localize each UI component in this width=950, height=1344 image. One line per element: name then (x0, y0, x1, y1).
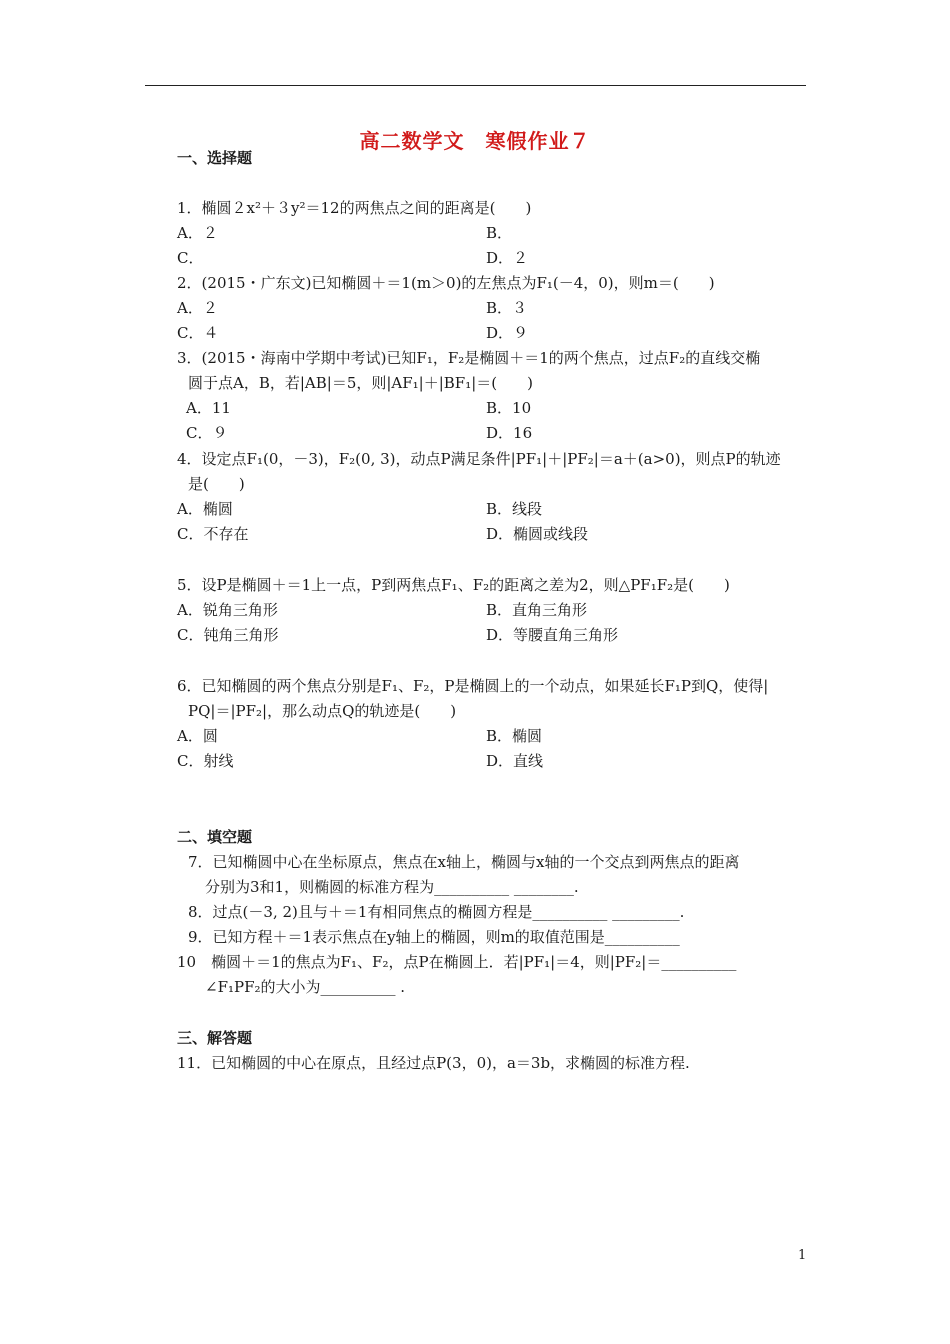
section-heading-answer: 三、解答题 (177, 1029, 253, 1047)
section-heading-fill: 二、填空题 (177, 828, 253, 846)
question-6-stem-line2: PQ|＝|PF₂|，那么动点Q的轨迹是( ) (188, 702, 457, 720)
section-heading-choice: 一、选择题 (177, 149, 253, 167)
question-4-option-a: A．椭圆 (177, 500, 233, 518)
question-7-line2: 分别为3和1，则椭圆的标准方程为__________ ________. (205, 878, 579, 896)
question-3-stem-line1: 3．(2015・海南中学期中考试)已知F₁，F₂是椭圆＋＝1的两个焦点，过点F₂的直线交椭 (177, 349, 761, 367)
question-6-option-d: D．直线 (486, 752, 544, 770)
question-5-option-d: D．等腰直角三角形 (486, 626, 619, 644)
question-6-option-a: A．圆 (177, 727, 218, 745)
question-2-option-a: A．２ (177, 299, 218, 317)
question-11: 11．已知椭圆的中心在原点，且经过点P(3，0)，a＝3b，求椭圆的标准方程. (177, 1054, 690, 1072)
question-1-option-d: D．２ (486, 249, 529, 267)
page-title: 高二数学文 寒假作业７ (359, 129, 591, 153)
question-9: 9．已知方程＋＝1表示焦点在y轴上的椭圆，则m的取值范围是__________ (188, 928, 680, 946)
question-10-line1: 10 椭圆＋＝1的焦点为F₁、F₂，点P在椭圆上．若|PF₁|＝4，则|PF₂|＝__________ (177, 953, 737, 971)
page-number: 1 (798, 1248, 807, 1263)
question-3-option-c: C．９ (186, 424, 228, 442)
question-3-option-a: A．11 (186, 399, 231, 417)
question-2-option-b: B．３ (486, 299, 528, 317)
question-3-option-b: B．10 (486, 399, 532, 417)
question-5-stem: 5．设P是椭圆＋＝1上一点，P到两焦点F₁、F₂的距离之差为2，则△PF₁F₂是( ) (177, 576, 730, 594)
question-8: 8．过点(－3, 2)且与＋＝1有相同焦点的椭圆方程是__________ _________. (188, 903, 685, 921)
question-5-option-c: C．钝角三角形 (177, 626, 279, 644)
question-6-option-c: C．射线 (177, 752, 234, 770)
question-4-option-b: B．线段 (486, 500, 543, 518)
question-3-option-d: D．16 (486, 424, 533, 442)
header-rule (145, 85, 806, 86)
question-1-option-c: C． (177, 249, 204, 267)
question-5-option-b: B．直角三角形 (486, 601, 588, 619)
question-6-option-b: B．椭圆 (486, 727, 543, 745)
question-2-stem: 2．(2015・广东文)已知椭圆＋＝1(m＞0)的左焦点为F₁(－4，0)，则m＝( ) (177, 274, 715, 292)
question-5-option-a: A．锐角三角形 (177, 601, 278, 619)
question-2-option-d: D．９ (486, 324, 529, 342)
question-3-stem-line2: 圆于点A，B，若|AB|＝5，则|AF₁|＋|BF₁|＝( ) (188, 374, 533, 392)
question-7-line1: 7．已知椭圆中心在坐标原点，焦点在x轴上，椭圆与x轴的一个交点到两焦点的距离 (188, 853, 740, 871)
question-1-option-b: B． (486, 224, 513, 242)
question-1-stem: 1．椭圆２x²＋３y²＝12的两焦点之间的距离是( ) (177, 199, 532, 217)
question-4-stem-line1: 4．设定点F₁(0，－3)，F₂(0, 3)，动点P满足条件|PF₁|＋|PF₂|＝a＋(a>0)，则点P的轨迹 (177, 450, 781, 468)
question-10-line2: ∠F₁PF₂的大小为__________ . (205, 978, 406, 996)
question-2-option-c: C．４ (177, 324, 219, 342)
question-4-option-d: D．椭圆或线段 (486, 525, 589, 543)
question-4-option-c: C．不存在 (177, 525, 249, 543)
question-1-option-a: A．２ (177, 224, 218, 242)
question-6-stem-line1: 6．已知椭圆的两个焦点分别是F₁、F₂，P是椭圆上的一个动点，如果延长F₁P到Q，使得| (177, 677, 769, 695)
question-4-stem-line2: 是( ) (188, 475, 245, 493)
